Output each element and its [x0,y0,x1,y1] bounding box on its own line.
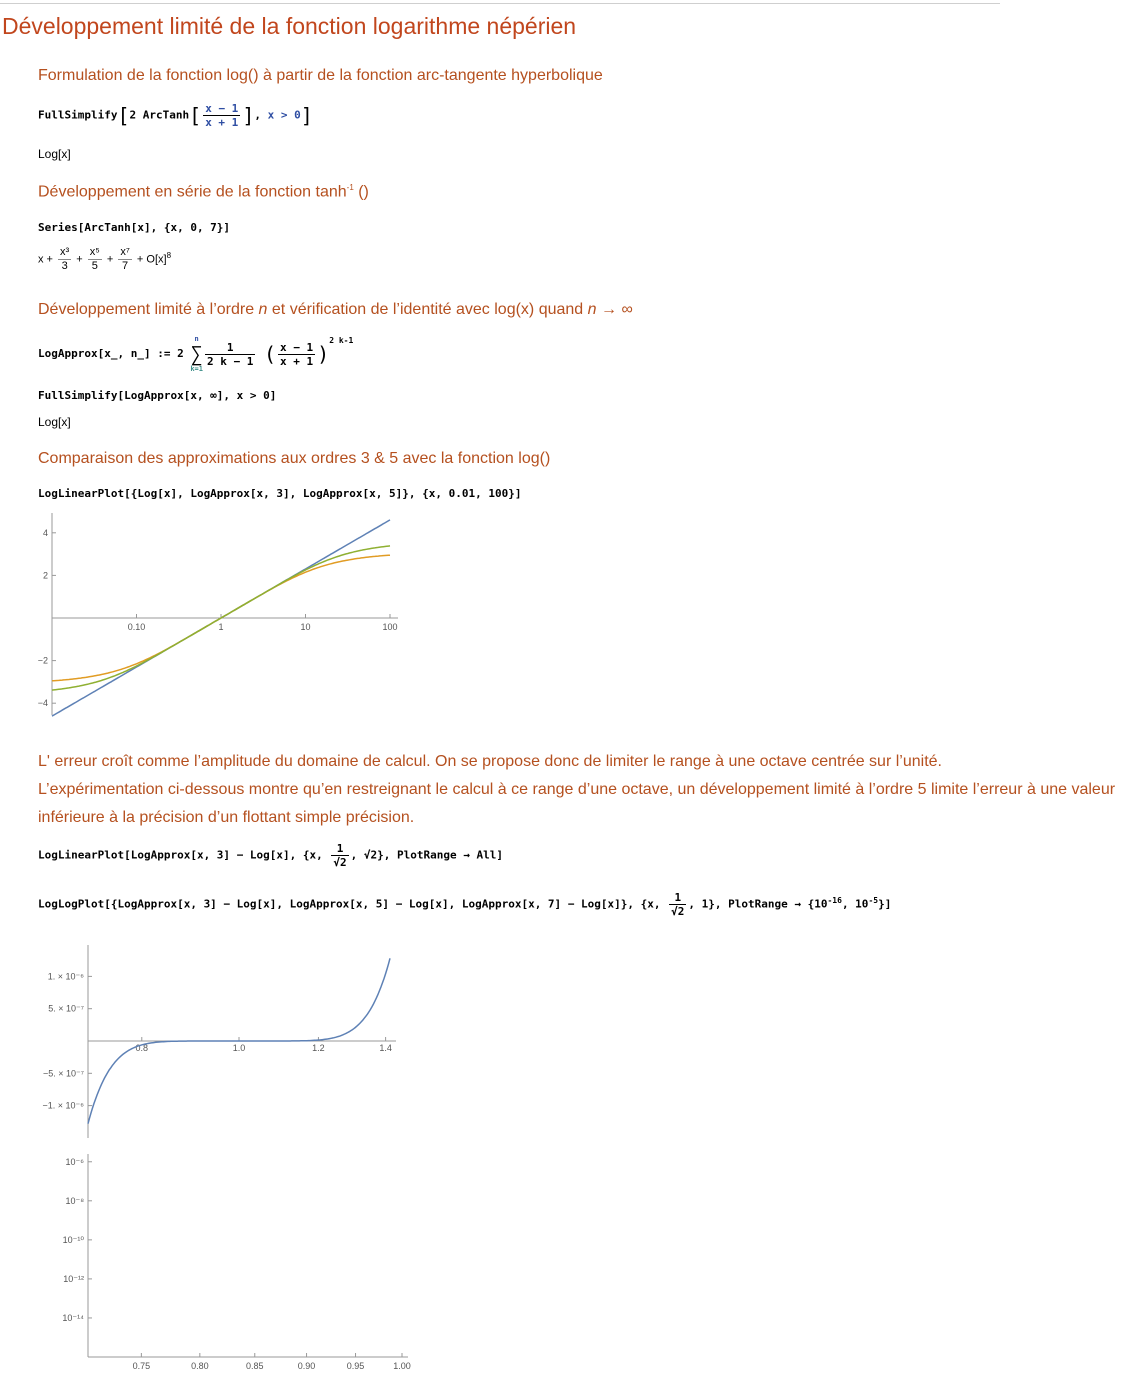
code-post: , √2}, PlotRange → All] [350,848,503,862]
top-divider [0,3,1000,4]
y-tick-label: 10⁻¹² [63,1273,84,1284]
y-tick-label: −2 [37,655,48,666]
x-tick-label: 100 [382,622,398,632]
y-tick-label: −1. × 10⁻⁶ [42,1100,84,1111]
y-tick-label: 4 [42,527,48,538]
series-term-7 [118,246,131,273]
input-cell-series[interactable]: Series[ArcTanh[x], {x, 0, 7}] [38,221,231,234]
paragraph-error-2: L’expérimentation ci-dessous montre qu’en restreignant le calcul à ce range d’une octave, un développement limité à l’ordre 5 limite l’erreur à une valeur inférieure à la précision d’un flottant simple précision. [38,781,1116,826]
x-tick-label: 10 [300,622,311,632]
section-heading-arctanh: Formulation de la fonction log() à partir de la fonction arc-tangente hyperbolique [38,67,603,84]
heading-text: Développement limité à l’ordre [38,301,259,318]
def-fraction-1 [205,341,255,368]
series-x: x [38,253,44,266]
section-heading-comparison: Comparaison des approximations aux ordres 3 & 5 avec la fonction log() [38,450,551,467]
heading-n: n [258,301,268,318]
input-cell-fullsimplify[interactable]: FullSimplify[2 ArcTanh[ $\frac{x - 1}{x + 1}$ ], x > 0] [38,102,313,129]
code-fn: FullSimplify [38,108,118,122]
x-tick-label: 0.8 [135,1043,149,1053]
x-tick-label: 0.90 [297,1361,316,1371]
frac-num: x − 1 [280,340,314,354]
series-order: O[x] [146,253,167,266]
y-tick-label: 10⁻¹⁰ [62,1234,84,1245]
code-fraction [203,102,240,129]
heading-n2: n [587,301,597,318]
y-tick-label: −4 [37,698,48,709]
frac-den: x + 1 [280,354,314,368]
y-tick-label: 5. × 10⁻⁷ [48,1003,84,1014]
term-num: x³ [60,246,70,258]
heading-sup: -1 [346,183,354,192]
def-lhs: LogApprox[x_, n_] := 2 [38,347,184,360]
y-tick-label: 10⁻¹⁴ [62,1312,84,1323]
y-tick-label: 10⁻⁶ [65,1156,84,1167]
input-cell-logapprox-def[interactable]: LogApprox[x_, n_] := 2 n ∑ k=1 $\frac{1}{2 k - 1}$ ( $\frac{x - 1}{x + 1}$ )$^{2 k-1}$ [38,335,354,373]
heading-post: () [353,183,369,201]
section-heading-order-n [38,301,633,319]
input-cell-loglogplot[interactable] [38,891,891,918]
y-tick-label: 10⁻⁸ [65,1195,84,1206]
output-log-2: Log[x] [38,415,71,429]
x-tick-label: 0.95 [346,1361,365,1371]
frac-num: 1 [331,842,348,856]
term-den: 3 [61,260,68,272]
x-tick-label: 1.0 [232,1043,246,1053]
section-heading-series [38,183,369,201]
input-cell-fullsimplify-inf[interactable]: FullSimplify[LogApprox[x, ∞], x > 0] [38,389,277,402]
y-tick-label: −5. × 10⁻⁷ [42,1068,84,1079]
heading-mid: et vérification de l’identité avec log(x) quand [267,301,588,318]
code-end: }] [878,897,892,911]
series-term-3 [58,246,71,273]
x-tick-label: 1.2 [312,1043,325,1053]
output-series: x + $\frac{\text{x³}}{3}$ + $\frac{\text{x⁵}}{5}$ + $\frac{\text{x⁷}}{7}$ + $O[x]^8$ [38,246,172,272]
x-tick-label: 1 [218,622,224,632]
term-den: 5 [91,260,98,272]
code-exp-1: -16 [827,895,842,905]
def-fraction-2 [278,341,315,368]
def-exponent: 2 k-1 [329,336,354,345]
heading-arrow: → ∞ [596,301,633,318]
frac-den: √2 [671,905,685,918]
x-tick-label: 0.80 [191,1361,209,1371]
y-tick-label: 2 [42,570,48,581]
sum-top: n [194,335,199,343]
x-tick-label: 0.10 [127,622,146,632]
frac-num: 1 [205,341,255,355]
sum-symbol: n ∑ k=1 [190,335,203,373]
fraction-num: x − 1 [205,102,239,115]
chart-log-comparison [28,505,408,720]
term-num: x⁵ [89,246,100,258]
frac-den: √2 [333,856,347,869]
code-sep: , 10 [841,897,869,911]
sum-bot: k=1 [190,365,203,373]
frac-den: 2 k − 1 [206,354,254,368]
output-log-1: Log[x] [38,147,71,161]
y-tick-label: 1. × 10⁻⁶ [47,971,84,982]
fraction-den: x + 1 [205,116,239,129]
term-num: x⁷ [120,246,130,258]
code-pre: LogLinearPlot[LogApprox[x, 3] − Log[x], {x, [38,848,323,862]
x-tick-label: 0.75 [132,1361,151,1371]
code-fraction [331,842,348,869]
series-term-5 [88,246,102,273]
code-pre: LogLogPlot[{LogApprox[x, 3] − Log[x], LogApprox[x, 5] − Log[x], LogApprox[x, 7] − Log[x]}, {x, [38,897,661,911]
chart-error-loglog [28,1152,428,1382]
page-title: Développement limité de la fonction logarithme népérien [2,13,577,39]
x-tick-label: 1.00 [393,1361,411,1371]
paragraph-error-1: L' erreur croît comme l’amplitude du domaine de calcul. On se propose donc de limiter le range à une octave centrée sur l’unité. [38,753,942,770]
code-fraction [669,891,686,918]
term-den: 7 [122,260,129,272]
input-cell-loglinearplot-error[interactable] [38,842,503,869]
chart-error-order3 [28,940,408,1140]
input-cell-loglinearplot[interactable]: LogLinearPlot[{Log[x], LogApprox[x, 3], LogApprox[x, 5]}, {x, 0.01, 100}] [38,487,522,500]
x-tick-label: 1.4 [379,1043,392,1053]
x-tick-label: 0.85 [245,1361,264,1371]
code-exp-2: -5 [868,895,879,905]
code-mid: , 1}, PlotRange → {10 [688,897,828,911]
heading-text: Développement en série de la fonction tanh [38,183,347,201]
code-cond: x > 0 [267,108,301,122]
series-order-exp: 8 [166,250,172,260]
code-arg: 2 ArcTanh [129,108,190,122]
frac-num: 1 [669,891,686,905]
